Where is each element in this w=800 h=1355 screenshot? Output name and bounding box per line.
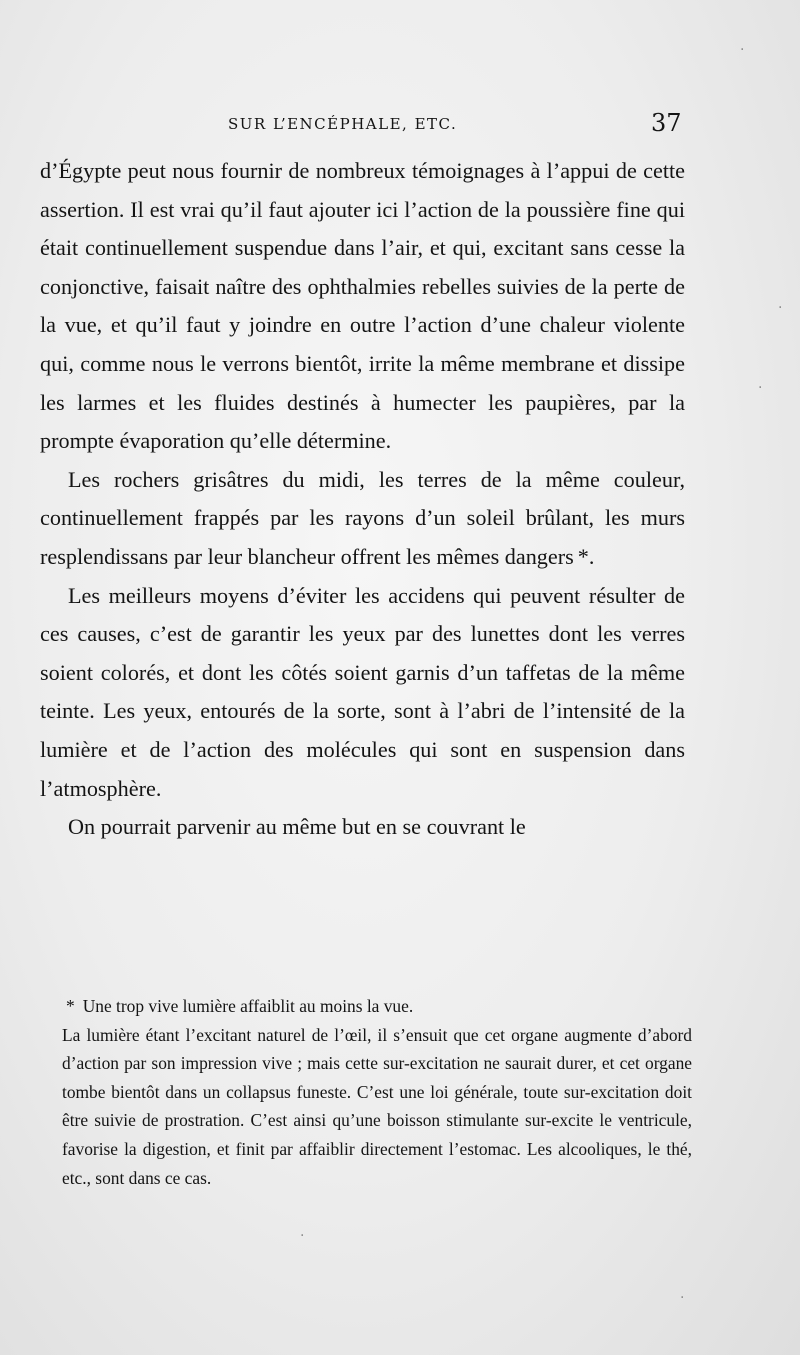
footnote-first (62, 992, 692, 1021)
footnote-second: La lumière étant l’excitant naturel de l’œil, il s’ensuit que cet organe augmente d’abord d’action par son impression vive ; mais cette sur-excitation ne saurait durer, et cet organe tombe bientôt dans un collapsus funeste. C’est une loi générale, toute sur-excitation doit être suivie de prostration. C’est ainsi qu’une boisson stimulante sur-excite le ventricule, favorise la digestion, et finit par affaiblir directement l’estomac. Les alcooliques, le thé, etc., sont dans ce cas. (62, 1024, 692, 1188)
paper-speck: · (758, 380, 763, 396)
footnote-reference: *. (577, 543, 595, 569)
paragraph-moyens: Les meilleurs moyens d’éviter les accidens qui peuvent résulter de ces causes, c’est de garantir les yeux par des lunettes dont les verres soient colorés, et dont les côtés soient garnis d’un taffetas de la même teinte. Les yeux, entourés de la sorte, sont à l’abri de l’intensité de la lumière et de l’action des molécules qui sont en suspension dans l’atmosphère. (40, 582, 685, 801)
footnote-first-text: Une trop vive lumière affaiblit au moins la vue. (82, 996, 414, 1016)
paragraph-rochers (40, 461, 685, 577)
page-number: 37 (651, 109, 682, 137)
main-text (40, 152, 685, 847)
footnote-marker: * (66, 996, 75, 1016)
paragraph-couvrant: On pourrait parvenir au même but en se couvrant le (68, 814, 526, 840)
paper-speck: · (778, 300, 783, 316)
paragraph-continued: d’Égypte peut nous fournir de nombreux témoignages à l’appui de cette assertion. Il est vrai qu’il faut ajouter ici l’action de la poussière fine qui était continuellement suspendue dans l’air, et qui, excitant sans cesse la conjonctive, faisait naître des ophthalmies rebelles suivies de la perte de la vue, et qu’il faut y joindre en outre l’action d’une chaleur violente qui, comme nous le verrons bientôt, irrite la même membrane et dissipe les larmes et les fluides destinés à humecter les paupières, par la prompte évaporation qu’elle détermine. (40, 158, 685, 454)
page-header (0, 109, 800, 145)
paper-speck: · (300, 1228, 305, 1244)
running-head: SUR L’ENCÉPHALE, ETC. (228, 115, 458, 133)
paper-speck: · (680, 1290, 685, 1306)
paper-speck: · (740, 42, 745, 58)
paragraph-rochers-text: Les rochers grisâtres du midi, les terres de la même couleur, continuellement frappés par les rayons d’un soleil brûlant, les murs resplendissans par leur blancheur offrent les mêmes dangers (40, 466, 685, 569)
footnotes (62, 992, 692, 1192)
